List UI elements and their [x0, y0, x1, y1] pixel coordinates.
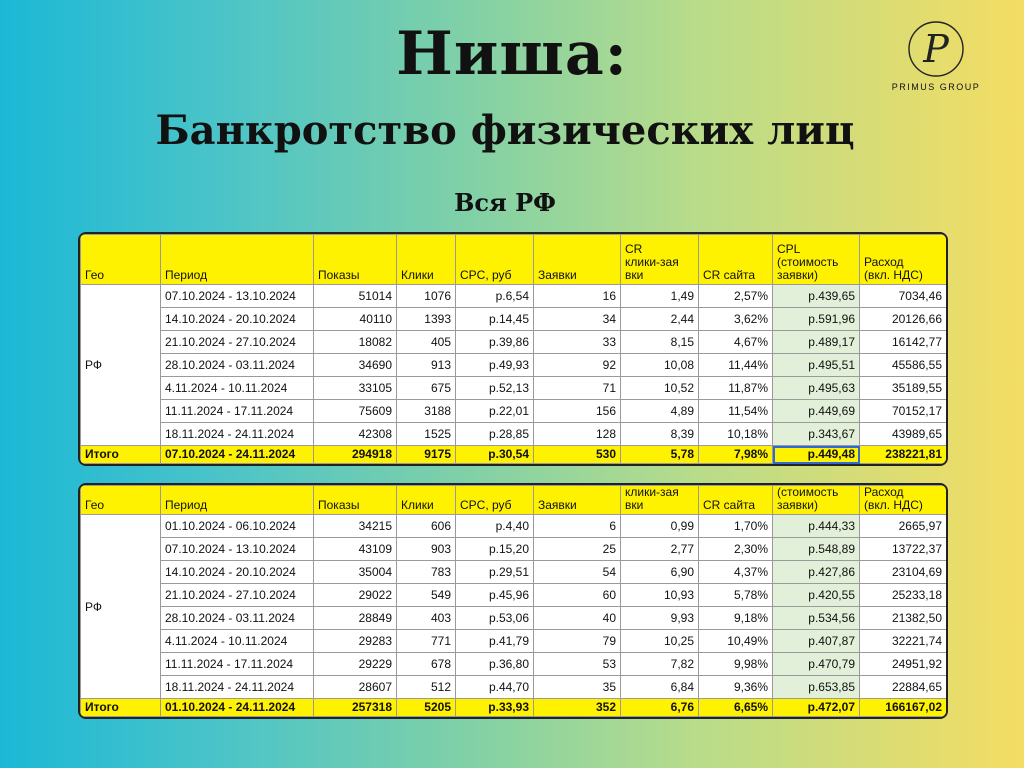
page-title: Ниша:	[396, 19, 628, 89]
cell-period: 21.10.2024 - 27.10.2024	[161, 584, 314, 607]
cell-cr-site: 9,18%	[699, 607, 773, 630]
cell-period: 07.10.2024 - 13.10.2024	[161, 538, 314, 561]
cell-cr-clicks-leads: 4,89	[621, 400, 699, 423]
total-row	[81, 446, 947, 464]
cell-cpl: р.407,87	[773, 630, 860, 653]
total-leads: 530	[534, 446, 621, 464]
cell-clicks: 405	[397, 331, 456, 354]
header-geo: Гео	[81, 235, 161, 285]
cell-leads: 35	[534, 676, 621, 699]
table-row	[81, 423, 947, 446]
table-row	[81, 331, 947, 354]
table-row	[81, 308, 947, 331]
cell-clicks: 771	[397, 630, 456, 653]
cell-cr-clicks-leads: 8,15	[621, 331, 699, 354]
cell-cr-clicks-leads: 0,99	[621, 515, 699, 538]
cell-leads: 71	[534, 377, 621, 400]
cell-spend: 70152,17	[860, 400, 947, 423]
cell-period: 01.10.2024 - 06.10.2024	[161, 515, 314, 538]
cell-cr-site: 1,70%	[699, 515, 773, 538]
cell-cr-site: 4,37%	[699, 561, 773, 584]
cell-leads: 40	[534, 607, 621, 630]
cell-cpc: р.53,06	[456, 607, 534, 630]
cell-cr-site: 10,49%	[699, 630, 773, 653]
total-impressions: 257318	[314, 699, 397, 717]
cell-cpl: р.495,51	[773, 354, 860, 377]
cell-spend: 22884,65	[860, 676, 947, 699]
table-row	[81, 354, 947, 377]
cell-clicks: 678	[397, 653, 456, 676]
cell-cpc: р.29,51	[456, 561, 534, 584]
cell-spend: 35189,55	[860, 377, 947, 400]
cell-clicks: 1393	[397, 308, 456, 331]
cell-cpl: р.343,67	[773, 423, 860, 446]
cell-cr-site: 9,36%	[699, 676, 773, 699]
header-spend: Расход (вкл. НДС)	[860, 486, 947, 515]
header-cpl: CPL (стоимость заявки)	[773, 235, 860, 285]
cell-cpl: р.534,56	[773, 607, 860, 630]
table-row	[81, 538, 947, 561]
cell-clicks: 3188	[397, 400, 456, 423]
cell-cr-site: 11,87%	[699, 377, 773, 400]
total-cpc: р.33,93	[456, 699, 534, 717]
cell-cpl: р.420,55	[773, 584, 860, 607]
cell-leads: 6	[534, 515, 621, 538]
cell-cpc: р.15,20	[456, 538, 534, 561]
cell-leads: 60	[534, 584, 621, 607]
cell-leads: 128	[534, 423, 621, 446]
cell-cpl: р.489,17	[773, 331, 860, 354]
cell-cpl: р.548,89	[773, 538, 860, 561]
header-cpc: CPC, руб	[456, 235, 534, 285]
total-clicks: 9175	[397, 446, 456, 464]
cell-impressions: 43109	[314, 538, 397, 561]
cell-cpl: р.591,96	[773, 308, 860, 331]
header-cr-clicks-leads: CR клики-зая вки	[621, 235, 699, 285]
cell-clicks: 606	[397, 515, 456, 538]
cell-cpc: р.14,45	[456, 308, 534, 331]
total-spend: 166167,02	[860, 699, 947, 717]
cell-cr-clicks-leads: 8,39	[621, 423, 699, 446]
cell-clicks: 903	[397, 538, 456, 561]
logo-company-name: PRIMUS GROUP	[891, 82, 981, 92]
cell-period: 28.10.2024 - 03.11.2024	[161, 354, 314, 377]
cell-cr-clicks-leads: 1,49	[621, 285, 699, 308]
cell-impressions: 34215	[314, 515, 397, 538]
cell-cr-site: 4,67%	[699, 331, 773, 354]
svg-text:P: P	[923, 27, 949, 71]
cell-clicks: 783	[397, 561, 456, 584]
cell-cr-site: 3,62%	[699, 308, 773, 331]
geo-cell: РФ	[81, 285, 161, 446]
cell-impressions: 34690	[314, 354, 397, 377]
total-cpl: р.472,07	[773, 699, 860, 717]
cell-impressions: 40110	[314, 308, 397, 331]
header-leads: Заявки	[534, 235, 621, 285]
table-row	[81, 515, 947, 538]
cell-period: 28.10.2024 - 03.11.2024	[161, 607, 314, 630]
cell-clicks: 1076	[397, 285, 456, 308]
cell-cpl: р.449,69	[773, 400, 860, 423]
cell-period: 18.11.2024 - 24.11.2024	[161, 423, 314, 446]
cell-cr-clicks-leads: 9,93	[621, 607, 699, 630]
cell-cpc: р.41,79	[456, 630, 534, 653]
region-label: Вся РФ	[454, 188, 556, 217]
cell-spend: 13722,37	[860, 538, 947, 561]
cell-impressions: 75609	[314, 400, 397, 423]
cell-cpl: р.439,65	[773, 285, 860, 308]
cell-cr-clicks-leads: 2,77	[621, 538, 699, 561]
cell-period: 11.11.2024 - 17.11.2024	[161, 400, 314, 423]
header-period: Период	[161, 486, 314, 515]
total-cr-clicks-leads: 5,78	[621, 446, 699, 464]
total-cpc: р.30,54	[456, 446, 534, 464]
cell-cr-site: 2,57%	[699, 285, 773, 308]
cell-leads: 54	[534, 561, 621, 584]
header-cr-site: CR сайта	[699, 486, 773, 515]
cell-period: 11.11.2024 - 17.11.2024	[161, 653, 314, 676]
header-leads: Заявки	[534, 486, 621, 515]
cell-period: 4.11.2024 - 10.11.2024	[161, 377, 314, 400]
page-subtitle: Банкротство физических лиц	[155, 107, 855, 154]
cell-cr-clicks-leads: 10,25	[621, 630, 699, 653]
cell-impressions: 28849	[314, 607, 397, 630]
cell-leads: 33	[534, 331, 621, 354]
cell-leads: 79	[534, 630, 621, 653]
cell-spend: 43989,65	[860, 423, 947, 446]
total-period: 07.10.2024 - 24.11.2024	[161, 446, 314, 464]
header-cr-clicks-leads: клики-зая вки	[621, 486, 699, 515]
table-row	[81, 561, 947, 584]
cell-leads: 16	[534, 285, 621, 308]
cell-cpc: р.4,40	[456, 515, 534, 538]
total-cpl: р.449,48	[773, 446, 860, 464]
cell-spend: 16142,77	[860, 331, 947, 354]
cell-cpc: р.49,93	[456, 354, 534, 377]
cell-period: 21.10.2024 - 27.10.2024	[161, 331, 314, 354]
cell-impressions: 18082	[314, 331, 397, 354]
total-cr-clicks-leads: 6,76	[621, 699, 699, 717]
total-label: Итого	[81, 699, 161, 717]
total-label: Итого	[81, 446, 161, 464]
cell-cpc: р.22,01	[456, 400, 534, 423]
cell-spend: 32221,74	[860, 630, 947, 653]
cell-spend: 7034,46	[860, 285, 947, 308]
cell-cpl: р.470,79	[773, 653, 860, 676]
cell-leads: 92	[534, 354, 621, 377]
header-cpl: (стоимость заявки)	[773, 486, 860, 515]
cell-period: 07.10.2024 - 13.10.2024	[161, 285, 314, 308]
cell-cr-clicks-leads: 10,52	[621, 377, 699, 400]
cell-clicks: 913	[397, 354, 456, 377]
total-leads: 352	[534, 699, 621, 717]
cell-spend: 25233,18	[860, 584, 947, 607]
table-row	[81, 377, 947, 400]
header-cr-site: CR сайта	[699, 235, 773, 285]
cell-spend: 24951,92	[860, 653, 947, 676]
cell-cr-site: 5,78%	[699, 584, 773, 607]
cell-cr-site: 10,18%	[699, 423, 773, 446]
cell-cpc: р.44,70	[456, 676, 534, 699]
total-clicks: 5205	[397, 699, 456, 717]
geo-cell: РФ	[81, 515, 161, 699]
cell-spend: 23104,69	[860, 561, 947, 584]
cell-impressions: 42308	[314, 423, 397, 446]
cell-clicks: 403	[397, 607, 456, 630]
weekly-stats-table-1	[78, 232, 948, 466]
cell-spend: 20126,66	[860, 308, 947, 331]
cell-impressions: 35004	[314, 561, 397, 584]
cell-spend: 2665,97	[860, 515, 947, 538]
cell-impressions: 33105	[314, 377, 397, 400]
cell-cpl: р.653,85	[773, 676, 860, 699]
cell-period: 14.10.2024 - 20.10.2024	[161, 308, 314, 331]
cell-spend: 45586,55	[860, 354, 947, 377]
table-row	[81, 285, 947, 308]
cell-cpc: р.39,86	[456, 331, 534, 354]
cell-cr-clicks-leads: 10,08	[621, 354, 699, 377]
cell-cr-site: 11,44%	[699, 354, 773, 377]
cell-impressions: 29022	[314, 584, 397, 607]
cell-cpc: р.45,96	[456, 584, 534, 607]
cell-leads: 25	[534, 538, 621, 561]
total-cr-site: 7,98%	[699, 446, 773, 464]
cell-cpc: р.36,80	[456, 653, 534, 676]
cell-cr-site: 9,98%	[699, 653, 773, 676]
cell-spend: 21382,50	[860, 607, 947, 630]
cell-impressions: 29229	[314, 653, 397, 676]
cell-impressions: 51014	[314, 285, 397, 308]
table-row	[81, 584, 947, 607]
cell-cr-site: 11,54%	[699, 400, 773, 423]
cell-cpl: р.444,33	[773, 515, 860, 538]
total-impressions: 294918	[314, 446, 397, 464]
total-spend: 238221,81	[860, 446, 947, 464]
cell-clicks: 549	[397, 584, 456, 607]
logo-emblem-icon	[905, 18, 967, 80]
header-geo: Гео	[81, 486, 161, 515]
table-row	[81, 676, 947, 699]
table-row	[81, 400, 947, 423]
table-row	[81, 653, 947, 676]
header-clicks: Клики	[397, 235, 456, 285]
cell-cr-clicks-leads: 6,90	[621, 561, 699, 584]
cell-clicks: 512	[397, 676, 456, 699]
total-cr-site: 6,65%	[699, 699, 773, 717]
cell-cr-clicks-leads: 7,82	[621, 653, 699, 676]
weekly-stats-table-2	[78, 483, 948, 719]
total-row	[81, 699, 947, 717]
cell-leads: 34	[534, 308, 621, 331]
cell-cr-clicks-leads: 6,84	[621, 676, 699, 699]
total-period: 01.10.2024 - 24.11.2024	[161, 699, 314, 717]
header-impressions: Показы	[314, 486, 397, 515]
cell-cpc: р.6,54	[456, 285, 534, 308]
table-row	[81, 607, 947, 630]
cell-cpc: р.52,13	[456, 377, 534, 400]
cell-leads: 156	[534, 400, 621, 423]
header-impressions: Показы	[314, 235, 397, 285]
cell-leads: 53	[534, 653, 621, 676]
cell-cpl: р.495,63	[773, 377, 860, 400]
header-cpc: CPC, руб	[456, 486, 534, 515]
primus-logo	[886, 18, 986, 92]
header-period: Период	[161, 235, 314, 285]
cell-period: 4.11.2024 - 10.11.2024	[161, 630, 314, 653]
cell-period: 14.10.2024 - 20.10.2024	[161, 561, 314, 584]
cell-clicks: 675	[397, 377, 456, 400]
cell-cr-clicks-leads: 10,93	[621, 584, 699, 607]
header-spend: Расход (вкл. НДС)	[860, 235, 947, 285]
cell-impressions: 29283	[314, 630, 397, 653]
cell-period: 18.11.2024 - 24.11.2024	[161, 676, 314, 699]
header-clicks: Клики	[397, 486, 456, 515]
table-row	[81, 630, 947, 653]
cell-clicks: 1525	[397, 423, 456, 446]
cell-cr-site: 2,30%	[699, 538, 773, 561]
cell-cr-clicks-leads: 2,44	[621, 308, 699, 331]
cell-impressions: 28607	[314, 676, 397, 699]
cell-cpl: р.427,86	[773, 561, 860, 584]
cell-cpc: р.28,85	[456, 423, 534, 446]
